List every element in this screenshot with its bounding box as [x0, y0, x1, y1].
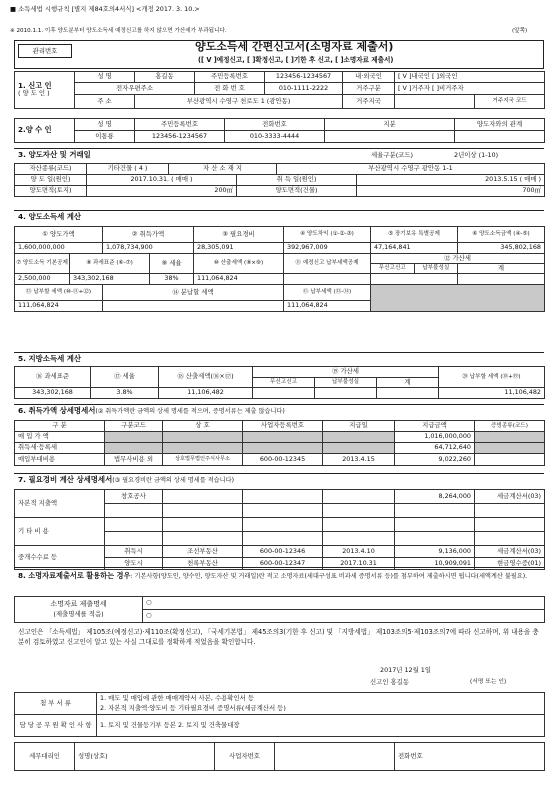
relationship-header: 양도자와의 관계 [455, 119, 545, 131]
transferee-label: 2.양 수 인 [15, 119, 75, 143]
section-8: 8. 소명자료제출서로 활용하는 경우: 기본사항(양도인, 양수인, 양도자산 및 거래일)란 적고 소명자료(세대구성표 비과세 증명서류 등)를 첨부하여 제출하시면 됩니다(세액계산 불필요). [14, 567, 544, 581]
signature-note: (서명 또는 인) [470, 679, 507, 685]
local-penalty-late-payment-header: 납부불성실 [315, 378, 377, 388]
form-subtitle: ([ V ]예정신고, [ ]확정신고, [ ]기한 후 신고, [ ]소명자료 제출서) [198, 56, 394, 64]
long-term-deduction-value[interactable]: 47,164,841 [371, 243, 458, 254]
acq-col-pay-date: 지급일 [323, 421, 395, 432]
acq-row-incidental-cost: 매입부대비용 [15, 454, 105, 466]
basic-deduction-header: ⑦ 양도소득 기본공제 [15, 254, 70, 274]
tax-agent-biz-no-value[interactable] [275, 743, 395, 771]
brokerage-sale-code[interactable]: 양도시 [105, 558, 163, 570]
evidence-label: 소명자료 제출명세 [50, 600, 107, 609]
tax-base-header: ⑧ 과세표준 (⑥-⑦) [70, 254, 150, 274]
section-8-title: 8. 소명자료제출서로 활용하는 경우 [18, 571, 131, 580]
resident-id-header: 주민등록번호 [195, 72, 265, 83]
preliminary-return-credit-value[interactable] [284, 274, 371, 285]
exp-row-capital-expenditure: 자본적 지출액 [15, 490, 105, 518]
incidental-cost-business-no[interactable]: 600-00-12345 [243, 454, 323, 466]
local-tax-base-value[interactable]: 343,302,168 [15, 388, 91, 399]
residency-checkbox[interactable]: [ V ]거주자 [ ]비거주자 [395, 83, 545, 95]
acquisition-tax-amount[interactable]: 64,712,640 [395, 443, 475, 454]
name-header: 성 명 [75, 72, 135, 83]
attachment-item-2: 2. 자본적 지출액·양도비 등 기타필요경비 증명서류(세금계산서 등) [100, 703, 286, 712]
tax-rate-value[interactable]: 38% [150, 274, 194, 285]
local-tax-base-header: ⑯ 과세표준 [15, 367, 91, 388]
acq-col-company: 상 호 [163, 421, 243, 432]
penalty-tax-header: ⑫ 가산세 [371, 254, 545, 264]
land-area-value[interactable]: 200㎡ [87, 186, 237, 197]
applicant-name[interactable]: 홍길동 [135, 72, 195, 83]
local-penalty-no-filing-header: 무신고신고 [253, 378, 315, 388]
tax-rate-header: ⑨ 세율 [150, 254, 194, 274]
building-area-value[interactable]: 700㎡ [357, 186, 545, 197]
local-calculated-tax-header: ⑱ 산출세액(⑯×⑰) [159, 367, 253, 388]
payment-tax-value[interactable]: 111,064,824 [284, 301, 371, 312]
incidental-cost-date[interactable]: 2013.4.15 [323, 454, 395, 466]
asset-table [14, 163, 545, 197]
tax-agent-label: 세무대리인 [15, 743, 75, 771]
section-3-title: 3. 양도자산 및 거래일 세율구분(코드) 2년이상 (1-10) [14, 148, 544, 160]
local-tax-payable-header: ⑳ 납부할 세액 (⑱+⑲) [439, 367, 545, 388]
email-label: 전자우편주소 [75, 83, 195, 95]
acq-col-code: 구분코드 [105, 421, 163, 432]
declaration-text: 신고인은 「소득세법」 제105조(예정신고)·제110조(확정신고), 「국세기본법」 제45조의3(기한 후 신고) 및 「지방세법」 제103조의5·제103조의7에 따라 신고하며, 위 내용을 충분히 검토하였고 신고인이 알고 있는 사실 그대로를 정확하게 적었음을 확인합니다. [18, 628, 539, 646]
acq-col-evidence: 증빙종류(코드) [475, 421, 545, 432]
address-header: 주 소 [75, 95, 135, 109]
acquisition-price-value[interactable]: 1,078,734,900 [103, 243, 194, 254]
capital-gain-header: ④ 양도차익 (①-②-③) [284, 227, 371, 243]
sale-date-label: 양 도 일(원인) [15, 175, 87, 186]
phone-header: 전 화 번 호 [195, 83, 265, 95]
residence-country-code-header: 거주지국 코드 [475, 95, 545, 109]
brokerage-acq-evidence[interactable]: 세금계산서(03) [475, 546, 545, 558]
share-header: 지분 [325, 119, 455, 131]
local-income-tax-table [14, 366, 545, 399]
acq-col-business-no: 사업자등록번호 [243, 421, 323, 432]
evidence-item-2[interactable]: ○ [143, 610, 545, 623]
tax-rate-label: 세율구분(코드) [371, 151, 414, 159]
tax-base-value[interactable]: 343,302,168 [70, 274, 150, 285]
residence-country-header: 거주지국 [343, 95, 395, 109]
local-penalty-no-filing-value[interactable] [253, 388, 315, 399]
tax-payable-header: ⑬ 납부할 세액 (⑩-⑪+⑫) [15, 285, 103, 301]
capital-exp-code[interactable]: 창호공사 [105, 490, 163, 504]
section-6-note: (② 취득가액란 금액의 상세 명세를 적으며, 증명서류는 제출 않습니다) [95, 408, 285, 415]
calculated-tax-header: ⑩ 산출세액 (⑧×⑨) [194, 254, 284, 274]
transferee-name-header: 성 명 [75, 119, 135, 131]
installment-tax-header: ⑭ 분납할 세액 [103, 285, 284, 301]
acq-col-category: 구 분 [15, 421, 105, 432]
local-penalty-header: ⑲ 가산세 [253, 367, 439, 378]
brokerage-acq-business-no[interactable]: 600-00-12346 [243, 546, 323, 558]
exp-row-brokerage-fee: 중개수수료 등 [15, 546, 105, 570]
incidental-cost-code[interactable]: 법무사비용 외 [105, 454, 163, 466]
transferee-share[interactable] [325, 131, 455, 143]
sale-date-value[interactable]: 2017.10.31. ( 매매 ) [87, 175, 237, 186]
calculated-tax-value[interactable]: 111,064,824 [194, 274, 284, 285]
local-tax-rate-value[interactable]: 3.8% [91, 388, 159, 399]
local-tax-rate-header: ⑰ 세율 [91, 367, 159, 388]
incidental-cost-evidence[interactable] [475, 454, 545, 466]
form-title: 양도소득세 간편신고서(소명자료 제출서) [195, 40, 394, 53]
section-6-title: 6. 취득가액 상세명세서(② 취득가액란 금액의 상세 명세를 적으며, 증명서류는 제출 않습니다) [14, 404, 544, 416]
applicant-label: 1. 신고 인 ( 양 도 인 ) [15, 72, 75, 109]
tax-agent-biz-no-field[interactable]: 사업자번호 [215, 743, 275, 771]
necessary-expense-value[interactable]: 28,305,091 [194, 243, 284, 254]
basic-deduction-value[interactable]: 2,500,000 [15, 274, 70, 285]
penalty-total-header: 계 [458, 264, 545, 274]
asset-type-value[interactable]: 기타건물 ( 4 ) [87, 164, 169, 175]
land-area-label: 양도면적(토지) [15, 186, 87, 197]
transferee-id-header: 주민등록번호 [135, 119, 225, 131]
page-mark: (앞쪽) [512, 28, 528, 34]
attachments-table [14, 692, 545, 737]
attachments-label: 첨 부 서 류 [15, 693, 97, 715]
payment-tax-header: ⑮ 납부세액 (⑬-⑭) [284, 285, 371, 301]
applicant-table [14, 71, 545, 109]
applicant-address[interactable]: 부산광역시 수영구 천로도 1 (광안동) [135, 95, 343, 109]
brokerage-sale-amount[interactable]: 10,909,091 [395, 558, 475, 570]
incidental-cost-company[interactable]: 상호법무법인주식사무소 [163, 454, 243, 466]
acquisition-detail-table [14, 420, 545, 466]
transferee-id[interactable]: 123456-1234567 [135, 131, 225, 143]
brokerage-sale-evidence[interactable]: 현금영수증(01) [475, 558, 545, 570]
sale-price-header: ① 양도가액 [15, 227, 103, 243]
tax-payable-value[interactable]: 111,064,824 [15, 301, 103, 312]
nationality-checkbox[interactable]: [ V ]내국인 [ ]외국인 [395, 72, 545, 83]
purchase-price-amount[interactable]: 1,016,000,000 [395, 432, 475, 443]
necessary-expense-header: ③ 필요경비 [194, 227, 284, 243]
tax-agent-table [14, 742, 545, 771]
evidence-sublabel: (제출명세를 적음) [53, 609, 104, 618]
capital-exp-evidence[interactable]: 세금계산서(03) [475, 490, 545, 504]
brokerage-acq-amount[interactable]: 9,136,000 [395, 546, 475, 558]
building-area-label: 양도면적(건물) [237, 186, 357, 197]
acquisition-date-label: 취 득 일(원인) [237, 175, 357, 186]
acq-col-amount: 지급금액 [395, 421, 475, 432]
brokerage-sale-company[interactable]: 천록부동산 [163, 558, 243, 570]
capital-gain-income-header: ⑥ 양도소득금액 (④-⑤) [458, 227, 545, 243]
installment-tax-value[interactable] [103, 301, 284, 312]
local-penalty-late-payment-value[interactable] [315, 388, 377, 399]
local-penalty-total-header: 계 [377, 378, 439, 388]
brokerage-acq-company[interactable]: 조선부동산 [163, 546, 243, 558]
evidence-item-1[interactable]: ○ [143, 597, 545, 610]
asset-type-label: 자산종류(코드) [15, 164, 87, 175]
capital-exp-amount[interactable]: 8,264,000 [395, 490, 475, 504]
local-tax-payable-value[interactable]: 11,106,482 [439, 388, 545, 399]
preliminary-return-credit-header: ⑪ 예정신고 납부세액공제 [284, 254, 371, 274]
official-check-label: 담 당 공 무 원 확 인 사 항 [15, 715, 97, 737]
penalty-late-payment-header: 납부불성실 [422, 265, 450, 272]
brokerage-sale-date[interactable]: 2017.10.31 [323, 558, 395, 570]
management-number-label: 관리번호 [18, 44, 72, 58]
form-header-note: ■ 소득세법 시행규칙 [별지 제84호의4서식] <개정 2017. 3. 10.> [10, 5, 200, 13]
long-term-deduction-header: ⑤ 장기보유 특별공제 [371, 227, 458, 243]
section-4-title: 4. 양도소득세 계산 [14, 210, 544, 222]
shaded-cell [371, 285, 545, 312]
brokerage-acq-code[interactable]: 취득시 [105, 546, 163, 558]
transferee-relationship[interactable] [455, 131, 545, 143]
asset-location-label: 자 산 소 재 지 [169, 164, 277, 175]
incidental-cost-amount[interactable]: 9,022,260 [395, 454, 475, 466]
acquisition-date-value[interactable]: 2013.5.15 ( 매매 ) [357, 175, 545, 186]
tax-agent-name-field[interactable]: 성명(상호) [75, 743, 215, 771]
acquisition-price-header: ② 취득가액 [103, 227, 194, 243]
applicant-phone[interactable]: 010-1111-2222 [265, 83, 343, 95]
penalty-total-value[interactable] [458, 274, 545, 285]
section-7-note: (③ 필요경비란 금액의 상세 명세를 적습니다) [112, 477, 235, 484]
section-8-note: 기본사항(양도인, 양수인, 양도자산 및 거래일)란 적고 소명자료(세대구성표 비과세 증명서류 등)를 첨부하여 제출하시면 됩니다(세액계산 불필요). [134, 573, 528, 580]
capital-gains-tax-table [14, 226, 545, 312]
attachment-item-1: 1. 매도 및 매입에 관한 매매계약서 사본, 수용확인서 등 [100, 694, 255, 703]
applicant-resident-id[interactable]: 123456-1234567 [265, 72, 343, 83]
local-calculated-tax-value[interactable]: 11,106,482 [159, 388, 253, 399]
acq-row-purchase-price: 매 입 가 액 [15, 432, 105, 443]
declaration-date[interactable]: 2017년 12월 1일 [380, 666, 432, 674]
form-sub-note: ※ 2010.1.1. 이후 양도분부터 양도소득세 예정신고를 하지 않으면 가산세가 부과됩니다. [10, 28, 227, 34]
transferee-table [14, 118, 545, 143]
tax-agent-phone-field[interactable]: 전화번호 [395, 743, 545, 771]
brokerage-sale-business-no[interactable]: 600-00-12347 [243, 558, 323, 570]
brokerage-acq-date[interactable]: 2013.4.10 [323, 546, 395, 558]
tax-rate-value[interactable]: 2년이상 (1-10) [454, 151, 499, 159]
transferee-phone-header: 전화번호 [225, 119, 325, 131]
declaration-signer[interactable]: 신고인 홍길동 [370, 678, 410, 686]
capital-gain-value[interactable]: 392,967,009 [284, 243, 371, 254]
local-penalty-total-value[interactable] [377, 388, 439, 399]
expense-detail-table [14, 489, 545, 570]
nationality-header: 내·외국인 [343, 72, 395, 83]
residence-country-field[interactable] [395, 95, 475, 109]
residency-header: 거주구분 [343, 83, 395, 95]
transferee-name[interactable]: 이통룡 [75, 131, 135, 143]
section-7-title: 7. 필요경비 계산 상세명세서(③ 필요경비란 금액의 상세 명세를 적습니다) [14, 473, 544, 485]
sale-price-value[interactable]: 1,600,000,000 [15, 243, 103, 254]
official-check-items: 1. 토지 및 건물등기부 등본 2. 토지 및 건축물대장 [97, 715, 545, 737]
transferee-phone[interactable]: 010-3333-4444 [225, 131, 325, 143]
capital-gain-income-value[interactable]: 345,802,168 [458, 243, 545, 254]
penalty-subtotal-value[interactable] [371, 274, 458, 285]
penalty-no-filing-header: 무신고신고 [371, 264, 414, 273]
asset-location-value[interactable]: 부산광역시 수영구 광안동 1-1 [277, 164, 545, 175]
acq-row-acquisition-tax: 취득세·등록세 [15, 443, 105, 454]
exp-row-other-costs: 기 타 비 용 [15, 518, 105, 546]
section-5-title: 5. 지방소득세 계산 [14, 352, 544, 364]
evidence-table [14, 596, 545, 623]
